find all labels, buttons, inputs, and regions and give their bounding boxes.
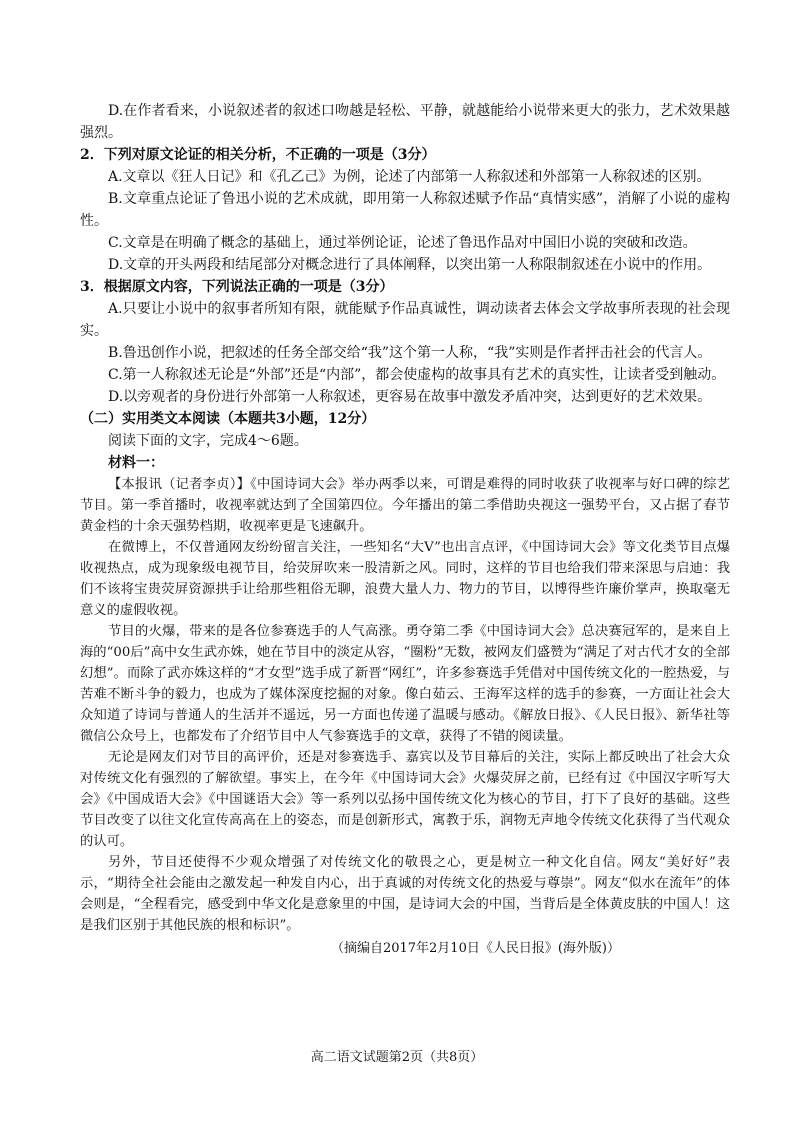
news-paragraph-5: 另外，节目还使得不少观众增强了对传统文化的敬畏之心，更是树立一种文化自信。网友“美好好”表示，“期待全社会能由之激发起一种发自内心，出于真诚的对传统文化的热爱与尊崇”。网友“似水在流年”的体会则是，“全程看完，感受到中华文化是意象里的中国，是诗词大会的中国，当背后是全体黄皮肤的中国人！这是我们区别于其他民族的根和标识”。 [80, 855, 730, 933]
exam-page [80, 100, 730, 960]
q1-option-d: D.在作者看来，小说叙述者的叙述口吻越是轻松、平静，就越能给小说带来更大的张力，艺术效果越强烈。 [80, 103, 730, 141]
q3-stem: 3．根据原文内容，下列说法正确的一项是（3分） [80, 279, 394, 295]
q2-option-a: A.文章以《狂人日记》和《孔乙己》为例，论述了内部第一人称叙述和外部第一人称叙述的区别。 [108, 169, 711, 185]
article-source: （摘编自2017年2月10日《人民日报》(海外版)） [330, 941, 620, 956]
q2-option-d: D.文章的开头两段和结尾部分对概念进行了具体阐释，以突出第一人称限制叙述在小说中的作用。 [108, 257, 712, 273]
news-article [80, 474, 730, 936]
q3-option-c: C.第一人称叙述无论是“外部”还是“内部”，都会使虚构的故事具有艺术的真实性，让读者受到触动。 [108, 367, 726, 383]
page-footer: 高二语文试题第2页（共8页） [310, 1050, 484, 1065]
q2-option-b: B.文章重点论证了鲁迅小说的艺术成就，即用第一人称叙述赋予作品“真情实感”，消解了小说的虚构性。 [80, 191, 730, 229]
q3-option-d: D.以旁观者的身份进行外部第一人称叙述，更容易在故事中激发矛盾冲突，达到更好的艺术效果。 [108, 389, 712, 405]
news-paragraph-1: 【本报讯（记者李贞）】《中国诗词大会》举办两季以来，可谓是难得的同时收获了收视率与好口碑的综艺节目。第一季首播时，收视率就达到了全国第四位。今年播出的第二季借助央视这一强势平台，又占据了春节黄金档的十余天强势档期，收视率更是飞速飙升。 [80, 477, 730, 534]
section-instruction: 阅读下面的文字，完成4～6题。 [108, 433, 308, 449]
news-paragraph-3: 节目的火爆，带来的是各位参赛选手的人气高涨。勇夺第二季《中国诗词大会》总决赛冠军的，是来自上海的“00后”高中女生武亦姝，她在节目中的淡定从容，“圈粉”无数，被网友们盛赞为“满足了对古代才女的全部幻想”。而除了武亦姝这样的“才女型”选手成了新晋“网红”，许多参赛选手凭借对中国传统文化的一腔热爱，与苦难不断斗争的毅力，也成为了媒体深度挖掘的对象。像白茹云、王海军这样的选手的参赛，一方面让社会大众知道了诗词与普通人的生活并不遥远，另一方面也传递了温暖与感动。《解放日报》、《人民日报》、新华社等微信公众号上，也都发布了介绍节目中人气参赛选手的文章，获得了不错的阅读量。 [80, 624, 730, 744]
material-label: 材料一： [108, 455, 164, 471]
q2-option-c: C.文章是在明确了概念的基础上，通过举例论证，论述了鲁迅作品对中国旧小说的突破和改造。 [108, 235, 697, 251]
section-heading: （二）实用类文本阅读（本题共3小题，12分） [80, 411, 376, 427]
news-paragraph-2: 在微博上，不仅普通网友纷纷留言关注，一些知名“大V”也出言点评，《中国诗词大会》等文化类节目点爆收视热点，成为现象级电视节目，给荧屏吹来一股清新之风。同时，这样的节目也给我们带来深思与启迪：我们不该将宝贵荧屏资源拱手让给那些粗俗无聊，浪费大量人力、物力的节目，以博得些许廉价掌声，换取毫无意义的虚假收视。 [80, 540, 730, 618]
news-paragraph-4: 无论是网友们对节目的高评价，还是对参赛选手、嘉宾以及节目幕后的关注，实际上都反映出了社会大众对传统文化有强烈的了解欲望。事实上，在今年《中国诗词大会》火爆荧屏之前，已经有过《中国汉字听写大会》《中国成语大会》《中国谜语大会》等一系列以弘扬中国传统文化为核心的节目，打下了良好的基础。这些节目改变了以往文化宣传高高在上的姿态，而是创新形式，寓教于乐，润物无声地令传统文化获得了当代观众的认可。 [80, 750, 730, 849]
q3-option-a: A.只要让小说中的叙事者所知有限，就能赋予作品真诚性，调动读者去体会文学故事所表现的社会现实。 [80, 301, 730, 339]
q3-option-b: B.鲁迅创作小说，把叙述的任务全部交给“我”这个第一人称，“我”实则是作者抨击社会的代言人。 [108, 345, 712, 361]
q2-stem: 2．下列对原文论证的相关分析，不正确的一项是（3分） [80, 147, 436, 163]
